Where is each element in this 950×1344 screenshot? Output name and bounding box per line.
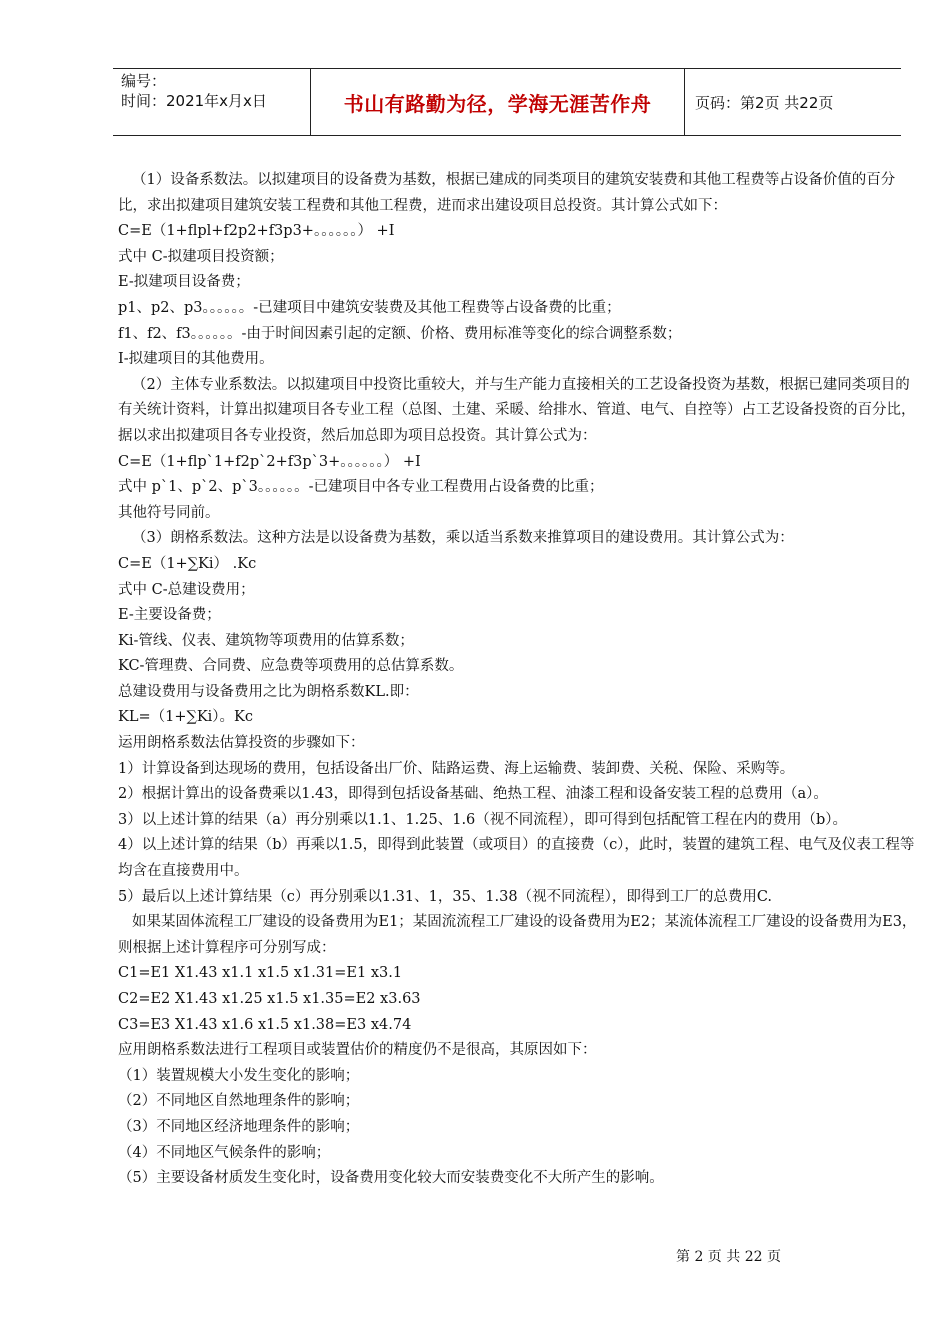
- paragraph: 其他符号同前。: [118, 504, 220, 521]
- list-item: （1）装置规模大小发生变化的影响；: [118, 1067, 360, 1084]
- paragraph: （2）主体专业系数法。以拟建项目中投资比重较大，并与生产能力直接相关的工艺设备投资为基数，根据已建同类项目的有关统计资料，计算出拟建项目各专业工程（总图、土建、采暖、给排水、管道、电气、自控等）占工艺设备投资的百分比，据以求出拟建项目各专业投资，然后加总即为项目总投资。其计算公式为：: [118, 376, 916, 444]
- paragraph: 2）根据计算出的设备费乘以1.43，即得到包括设备基础、绝热工程、油漆工程和设备安装工程的总费用（a）。: [118, 786, 828, 803]
- header-page-cell: [685, 69, 901, 135]
- header-motto-cell: [311, 69, 685, 135]
- list-item: （3）不同地区经济地理条件的影响；: [118, 1118, 360, 1135]
- formula: C2=E2 X1.43 x1.25 x1.5 x1.35=E2 x3.63: [118, 991, 421, 1007]
- paragraph: f1、f2、f3。。。。。。-由于时间因素引起的定额、价格、费用标准等变化的综合调整系数；: [118, 325, 682, 342]
- paragraph: （3）朗格系数法。这种方法是以设备费为基数，乘以适当系数来推算项目的建设费用。其计算公式为：: [132, 530, 794, 547]
- page-footer: 第 2 页 共 22 页: [676, 1249, 781, 1265]
- formula: C=E（1+flp`1+f2p`2+f3p`3+。。。。。。） +I: [118, 453, 421, 470]
- formula: C=E（1+flpl+f2p2+f3p3+。。。。。。） +I: [118, 223, 395, 240]
- paragraph: E-主要设备费；: [118, 607, 221, 624]
- paragraph: KC-管理费、合同费、应急费等项费用的总估算系数。: [118, 658, 464, 675]
- number-label: 编号：: [121, 72, 167, 90]
- paragraph: 式中 C-拟建项目投资额；: [118, 248, 284, 265]
- paragraph: 3）以上述计算的结果（a）再分别乘以1.1、1.25、1.6（视不同流程），即可得到包括配管工程在内的费用（b）。: [118, 811, 848, 828]
- paragraph: 4）以上述计算的结果（b）再乘以1.5，即得到此装置（或项目）的直接费（c），此时，装置的建筑工程、电气及仪表工程等均含在直接费用中。: [118, 837, 915, 880]
- paragraph: E-拟建项目设备费；: [118, 274, 250, 291]
- list-item: （4）不同地区气候条件的影响；: [118, 1144, 331, 1161]
- formula: C1=E1 X1.43 x1.1 x1.5 x1.31=E1 x3.1: [118, 965, 403, 982]
- paragraph: 应用朗格系数法进行工程项目或装置估价的精度仍不是很高，其原因如下：: [118, 1042, 597, 1059]
- time-label: 时间：2021年x月x日: [121, 92, 267, 110]
- page-label: 页码：第2页 共22页: [695, 93, 834, 112]
- paragraph: （1）设备系数法。以拟建项目的设备费为基数，根据已建成的同类项目的建筑安装费和其他工程费等占设备价值的百分比，求出拟建项目建筑安装工程费和其他工程费，进而求出建设项目总投资。其计算公式如下：: [118, 172, 896, 214]
- formula: C=E（1+∑Ki） .Kc: [118, 555, 257, 572]
- list-item: （2）不同地区自然地理条件的影响；: [118, 1093, 360, 1110]
- paragraph: 如果某固体流程工厂建设的设备费用为E1；某固流流程工厂建设的设备费用为E2；某流体流程工厂建设的设备费用为E3，则根据上述计算程序可分别写成：: [118, 914, 917, 956]
- paragraph: 5）最后以上述计算结果（c）再分别乘以1.31、1，35、1.38（视不同流程），即得到工厂的总费用C.: [118, 888, 773, 905]
- paragraph: 1）计算设备到达现场的费用，包括设备出厂价、陆路运费、海上运输费、装卸费、关税、保险、采购等。: [118, 760, 795, 777]
- paragraph: Ki-管线、仪表、建筑物等项费用的估算系数；: [118, 632, 414, 649]
- paragraph: 式中 C-总建设费用；: [118, 581, 255, 598]
- formula: KL=（1+∑Ki）。Kc: [118, 709, 254, 726]
- list-item: （5）主要设备材质发生变化时，设备费用变化较大而安装费变化不大所产生的影响。: [118, 1170, 664, 1187]
- paragraph: I-拟建项目的其他费用。: [118, 351, 274, 368]
- formula: C3=E3 X1.43 x1.6 x1.5 x1.38=E3 x4.74: [118, 1016, 412, 1033]
- motto-text: 书山有路勤为径，学海无涯苦作舟: [343, 91, 652, 116]
- document-header: [113, 68, 901, 136]
- paragraph: 式中 p`1、p`2、p`3。。。。。。-已建项目中各专业工程费用占设备费的比重；: [118, 479, 604, 496]
- header-meta: [113, 69, 311, 135]
- paragraph: 运用朗格系数法估算投资的步骤如下：: [118, 735, 365, 752]
- paragraph: 总建设费用与设备费用之比为朗格系数KL.即：: [118, 683, 419, 700]
- document-body: [118, 168, 922, 1192]
- paragraph: p1、p2、p3。。。。。。-已建项目中建筑安装费及其他工程费等占设备费的比重；: [118, 299, 621, 316]
